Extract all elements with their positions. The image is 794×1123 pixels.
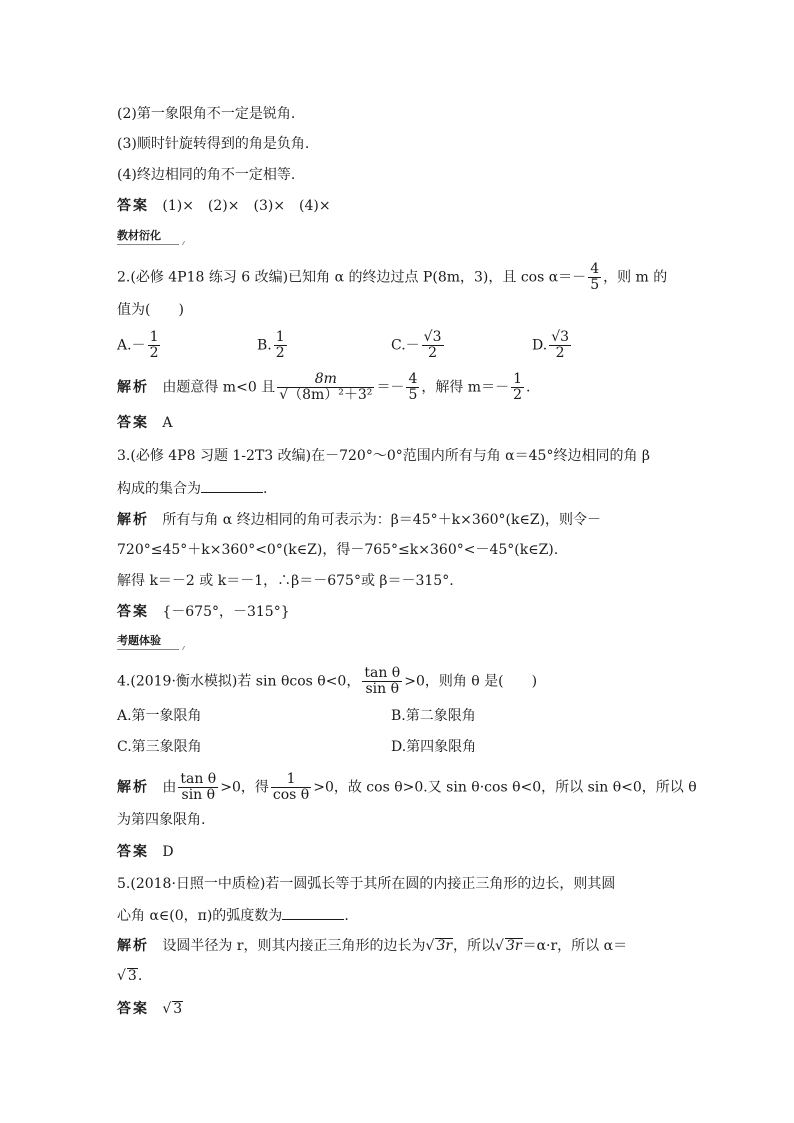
q2-option-b <box>257 330 289 361</box>
solution-text: >0，得 <box>220 779 269 796</box>
q5-stem-text-end: . <box>344 908 349 924</box>
option-label: B. <box>257 337 272 354</box>
q2-options <box>117 330 677 366</box>
q4-option-a: A.第一象限角 <box>117 708 202 724</box>
q3-answer <box>117 602 290 622</box>
q5-answer: 答案 √ 3 <box>117 1001 183 1017</box>
q4-stem <box>117 666 537 697</box>
sqrt-expression: 3r <box>436 938 453 954</box>
fill-in-blank <box>282 905 344 920</box>
solution-text: 由 <box>162 779 177 796</box>
q2-stem-line2: 值为( ) <box>117 302 184 318</box>
solution-text: . <box>526 379 531 396</box>
fill-in-blank <box>201 478 263 493</box>
q4-solution <box>117 772 697 803</box>
q4-answer <box>117 842 174 862</box>
solution-text: ，解得 m＝－ <box>421 379 510 396</box>
q2-option-d <box>532 330 573 361</box>
q4-stem-text: 4.(2019·衡水模拟)若 sin θcos θ<0， <box>117 673 361 690</box>
fraction <box>271 772 311 803</box>
denominator: 2 <box>149 345 159 361</box>
q4-option-b: B.第二象限角 <box>391 708 476 724</box>
fraction <box>549 330 571 361</box>
answer-label: 答案 <box>117 415 149 431</box>
numerator: 1 <box>275 329 285 345</box>
q2-option-a <box>117 330 162 361</box>
q4-option-d: D.第四象限角 <box>391 739 477 755</box>
q2-option-c <box>391 330 446 361</box>
denominator: sin θ <box>365 681 400 697</box>
solution-text: 所有与角 α 终边相同的角可表示为：β＝45°＋k×360°(k∈Z)，则令－ <box>162 512 602 528</box>
fraction <box>178 772 218 803</box>
q1-statement-4: (4)终边相同的角不一定相等. <box>117 167 296 183</box>
solution-label: 解析 <box>117 512 149 528</box>
fraction <box>148 330 161 361</box>
fraction <box>277 372 374 403</box>
q5-stem-text: 心角 α∈(0，π)的弧度数为 <box>117 908 283 924</box>
fraction <box>422 330 444 361</box>
answer-label: 答案 <box>117 198 149 214</box>
q1-answer <box>117 196 331 216</box>
q1-statement-3: (3)顺时针旋转得到的角是负角. <box>117 136 310 152</box>
solution-text: 设圆半径为 r，则其内接正三角形的边长为 <box>162 938 426 954</box>
fraction <box>362 666 402 697</box>
q3-stem-text-end: . <box>263 481 268 497</box>
option-label: A.－ <box>117 337 146 354</box>
q3-stem: 3.(必修 4P8 习题 1-2T3 改编)在－720°～0°范围内所有与角 α＝45°终边相同的角 β <box>117 448 650 464</box>
fraction <box>511 372 524 403</box>
solution-text: >0，故 cos θ>0.又 sin θ·cos θ<0，所以 sin θ<0，所以 θ <box>313 779 697 796</box>
sqrt-expression: 3r <box>505 938 522 954</box>
numerator: 1 <box>513 371 523 387</box>
denominator: cos θ <box>272 787 310 803</box>
denominator: sin θ <box>181 787 216 803</box>
numerator: √3 <box>423 329 442 345</box>
numerator: 8m <box>277 372 374 388</box>
numerator: 1 <box>271 772 311 788</box>
fraction <box>274 330 287 361</box>
solution-label: 解析 <box>117 779 149 796</box>
denominator: √（8m）²＋3² <box>279 387 373 403</box>
q5-solution: 解析 设圆半径为 r，则其内接正三角形的边长为√ 3r，所以√ 3r＝α·r，所以 α＝ <box>117 938 628 954</box>
denominator: 2 <box>513 387 523 403</box>
q5-stem-line2 <box>117 905 349 926</box>
q5-solution-line2: √ 3. <box>117 968 143 984</box>
q2-solution <box>117 372 530 403</box>
solution-text: ＝α·r，所以 α＝ <box>522 938 628 954</box>
q2-stem <box>117 262 667 293</box>
answer-text: D <box>162 844 174 860</box>
q2-stem-text-end: ，则 m 的 <box>603 269 668 286</box>
numerator: 1 <box>149 329 159 345</box>
option-label: D. <box>532 337 548 354</box>
numerator: tan θ <box>180 771 217 787</box>
solution-text: ，所以 <box>453 938 496 954</box>
denominator: 2 <box>428 345 438 361</box>
q3-solution-line3: 解得 k＝－2 或 k＝－1，∴β＝－675°或 β＝－315°. <box>117 573 454 589</box>
numerator: √3 <box>551 329 570 345</box>
answer-text: A <box>162 415 173 431</box>
option-label: C.－ <box>391 337 420 354</box>
answer-label: 答案 <box>117 844 149 860</box>
numerator: 4 <box>408 371 418 387</box>
answer-text: 3 <box>173 1001 183 1017</box>
solution-label: 解析 <box>117 379 149 396</box>
section-heading-exam: 考题体验 <box>117 634 161 647</box>
q3-solution-line2: 720°≤45°＋k×360°<0°(k∈Z)，得－765°≤k×360°<－45°(k∈Z). <box>117 542 559 558</box>
solution-text: 由题意得 m<0 且 <box>162 379 276 396</box>
solution-label: 解析 <box>117 938 149 954</box>
denominator: 5 <box>408 387 418 403</box>
solution-text: ＝－ <box>376 379 405 396</box>
q3-stem-line2 <box>117 478 267 499</box>
q5-stem: 5.(2018·日照一中质检)若一圆弧长等于其所在圆的内接正三角形的边长，则其圆 <box>117 876 616 892</box>
fraction <box>406 372 419 403</box>
q2-stem-text: 2.(必修 4P18 练习 6 改编)已知角 α 的终边过点 P(8m，3)，且 cos α＝－ <box>117 269 587 286</box>
sqrt-expression: 3 <box>127 968 137 984</box>
section-heading-textbook: 教材衍化 <box>117 229 161 242</box>
answer-text: (1)× (2)× (3)× (4)× <box>162 198 331 214</box>
fraction <box>588 262 601 293</box>
q4-stem-text-end: >0，则角 θ 是( ) <box>404 673 538 690</box>
answer-text: {－675°，－315°} <box>162 604 290 620</box>
q3-solution <box>117 510 601 530</box>
q3-stem-text: 构成的集合为 <box>117 481 201 497</box>
solution-text: . <box>137 968 143 984</box>
q2-answer <box>117 413 172 433</box>
numerator: 4 <box>590 261 600 277</box>
answer-label: 答案 <box>117 1001 149 1017</box>
denominator: 5 <box>590 277 600 293</box>
q4-solution-line2: 为第四象限角. <box>117 812 206 828</box>
denominator: 2 <box>555 345 565 361</box>
answer-label: 答案 <box>117 604 149 620</box>
numerator: tan θ <box>364 665 401 681</box>
q4-option-c: C.第三象限角 <box>117 739 202 755</box>
q1-statement-2: (2)第一象限角不一定是锐角. <box>117 106 296 122</box>
denominator: 2 <box>275 345 285 361</box>
